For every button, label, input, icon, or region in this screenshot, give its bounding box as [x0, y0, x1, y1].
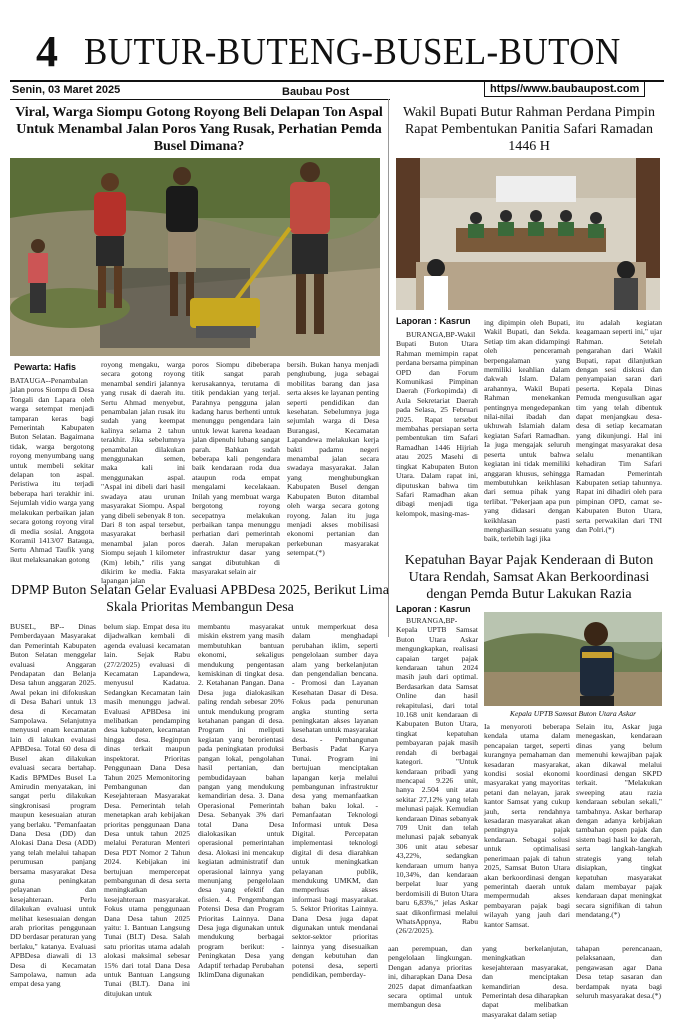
- article2-column-2: ing dipimpin oleh Bupati, Wakil Bupati, dan Sekda. Setiap tim akan didampingi oleh penceramah berpengalaman yang memiliki keahlian dalam dakwah Islam. Dalam arahannya, Wakil Bupati Rahman menekankan pentingnya mengedepankan nilai-nilai ibadah dan ukhuwah Islamiah dalam kegiatan Safari Ramadhan. Ia juga mengajak seluruh peserta untuk bahwa kegiatan ini tidak memiliki anggaran khusus, sehingga membutuhkan keikhlasan dari semua pihak yang terlibat. "Pekerjaan apa pun yang didasari dengan keikhlasan pasti menghasilkan sesuatu yang baik, terlebih lagi jika: [484, 318, 570, 544]
- article3-column-2: Ia menyoroti beberapa kendala utama dalam pencapaian target, seperti kurangnya pemahaman dan kesadaran masyarakat, kondisi sosial ekonomi masyarakat yang mayoritas petani dan nelayan, jarak kantor Samsat yang cukup jauh, serta rendahnya kesadaran masyarakat akan pentingnya pajak kendaraan. Sebagai solusi untuk optimalisasi penerimaan pajak di tahun 2025, Samsat Buton Utara akan berkoordinasi dengan pemerintah daerah untuk mempermudah akses pembayaran pajak bagi wilayah yang jauh dari kantor Samsat.: [484, 722, 570, 929]
- article4-column-7: tahapan perencanaan, pelaksanaan, dan pengawasan agar Dana Desa tetap sasaran dan berdampak nyata bagi seluruh masyarakat desa.(*): [576, 944, 662, 1001]
- article1-title: Viral, Warga Siompu Gotong Royong Beli Delapan Ton Aspal Untuk Menambal Jalan Poros Yang Rusak, Perhatian Pemda Busel Dimana?: [15, 105, 383, 154]
- article2-byline: Laporan : Kasrun: [396, 316, 471, 326]
- article1-column-4: bersih. Bukan hanya menjadi penghubung, juga sebagai mobilitas barang dan jasa serta akses ke layanan penting seperti pendidikan dan kesehatan. Sebelumnya juga sejumlah warga di Desa Burangasi, Kecamatan Lapandewa melakukan kerja bakti padamu negeri menambal jalan secara swadaya masyarakat. Jalan yang menghubungkan Kabupaten Busel dengan Kabupaten Buton ditambal oleh warga secara gotong royong. Jalan itu juga menjadi akses mobilisasi ekonomi pertanian dan perkebunan masyarakat setempat.(*): [287, 360, 379, 558]
- article2-photo: [396, 158, 660, 310]
- article1-column-1: BATAUGA--Penambalan jalan poros Siompu di Desa Tongali dan Lapara oleh warga setempat menjadi tamparan keras bagi Pemerintah Kabupaten Buton Selatan. Bagaimana tidak, warga bergotong royong menyumbang uang untuk membeli sekitar delapan ton aspal. Peristiwa itu terjadi beberapa hari terakhir ini. Sejumlah vidio warga yang melakukan perbaikan jalan secara gotong royong viral di media sosial. Anggota Koramil 1413/07 Batauga, Sertu Ahmad Taufik yang ikut melaksanakan gotong: [10, 376, 94, 564]
- article1-column-2: royong mengaku, warga secara gotong royong menambal sendiri jalannya yang rusak di daerah itu. Sertu Ahmad menyebut, penambalan jalan rusak itu sudah yang keempat kalinya selama 2 tahun terakhir. Jika sebelumnya penambalan dilakukan menggunakan semen, maka kali ini menggunakan aspal. "Aspal ini dibeli dari hasil swadaya atau urunan masyarakat Siompu. Aspal yang dibeli sebenyak 8 ton. Dari 8 ton aspal tersebut, masyarakat berhasil menambal jalan poros Siompu sejauh 1 kilometer (Km) lebih," rilis yang dikirim ke media. Fakta lapangan jalan: [101, 360, 185, 586]
- article2-column-3: itu adalah kegiatan keagamaan seperti ini," ujar Rahman. Setelah pengarahan dari Wakil Bupati, rapat dilanjutkan dengan sesi diskusi dan penyampaian saran dari peserta. Kepala Dinas Pemuda mengusulkan agar tim yang telah dibentuk dapat menjangkau desa-desa di setiap kecamatan yang dikunjungi. Hal ini mengingat masyarakat desa selalu menantikan kehadiran Tim Safari Ramadan Pemerintah Kabupaten setiap tahunnya. Rapat ini dihadiri oleh para pimpinan OPD, camat se-Kabupaten Buton Utara, serta perwakilan dari TNI dan Polri.(*): [576, 318, 662, 534]
- article3-title: Kepatuhan Bayar Pajak Kenderaan di Buton Utara Rendah, Samsat Akan Berkoordinasi dengan Pemda Butur Lakukan Razia: [404, 553, 654, 602]
- article4-column-3: membantu masyarakat miskin ekstrem yang masih membutuhkan bantuan ekonomi, sekaligus mendukung pengentasan kemiskinan di tingkat desa. 2. Ketahanan Pangan. Dana Desa juga dialokasikan paling rendah sebesar 20% untuk mendukung program ketahanan pangan di desa. Program ini meliputi kegiatan yang berorientasi pada peningkatan produksi pangan lokal, pengolahan hasil pertanian, dan pembudidayaan bahan pangan yang mendukung kemandirian desa. 3. Dana Operasional Pemerintah Desa. Sebanyak 3% dari total Dana Desa dialokasikan untuk operasional pemerintahan desa. Alokasi ini mencakup kegiatan administratif dan operasional lainnya yang menunjang pengelolaan desa yang efektif dan efisien. 4. Pengembangan Potensi Desa dan Program Prioritas Lainnya. Dana Desa juga digunakan untuk mendukung berbagai program berikut: - Peningkatan Desa yang Adaptif terhadap Perubahan IklimDana digunakan: [198, 622, 284, 980]
- article4-column-6: yang berkelanjutan, meningkatkan kesejahteraan masyarakat, dan menciptakan kemandirian desa. Pemerintah desa diharapkan dapat melibatkan masyarakat dalam setiap: [482, 944, 568, 1019]
- article4-column-5: aan perempuan, dan pengelolaan lingkungan. Dengan adanya prioritas ini, diharapkan Dana Desa 2025 dapat dimanfaatkan secara optimal untuk membangun desa: [388, 944, 472, 1010]
- page-number: 4: [36, 27, 58, 76]
- article3-column-1: BURANGA,BP-Kepala UPTB Samsat Buton Utara Askar mengungkapkan, realisasi capaian target pajak kendaraan tahun 2024 masih jauh dari optimal. Berdasarkan data Samsat Online dan hasil rekapitulasi, dari total 10.168 unit kendaraan di Kabupaten Buton Utara, tingkat kepatuhan pembayaran pajak masih rendah di berbagai kategori. "Untuk kendaraan pribadi yang mencapai 9.226 unit, hanya 2.504 unit atau sekitar 27,12% yang telah melunasi pajak. Kemudian kendaraan Dinas sebanyak 709 Unit dan telah melunasi pajak sebanyak 306 unit atau sebesar 43,22%, sedangkan kendaraan umum hanya 10,34%, dan kendaraan berpelat luar yang berdomisili di Buton Utara baru 6,83%," jelas Askar saat dikonfirmasi melalui WhatsAppnya, Rabu (26/2/2025).: [396, 616, 478, 936]
- article3-photo-caption: Kepala UPTB Samsat Buton Utara Askar: [509, 709, 637, 718]
- article4-column-1: BUSEL, BP-- Dinas Pemberdayaan Masyarakat dan Pemerintah Kabupaten Buton Selatan menggelar evaluasi Anggaran Pendapatan dan Belanja Desa tahun anggaran 2025. Awal pekan ini difokuskan di Desa Bahari untuk 13 desa di Kecamatan Sampolawa. Selanjutnya menyusul enam kecamatan lain di lakukan evaluasi APBDesa. Total 60 desa di Busel akan dilakukan evaluasi secara bertahap. Kadis BPMDes Busel La Amirudin menyatakan, ini sangat perlu dilakukan singkronisasi program maupun kesesuaian aturan yang berlaku. "Pemanfaatan Dana Desa (DD) dan Alokasi Dana Desa (ADD) yang telah melalui tahapan perumusan panjang bersama masyarakat Desa guna peningkatan pelayanan dan kesejahteraan. Perlu dilakukan evaluasi untuk melihat kesesuaian dengan arah prioritas penggunaan DD berdasar peraturan yang berlaku," katanya. Evaluasi APBDesa diawali di 13 Desa di Kecamatan Sampolawa, namun ada empat desa yang: [10, 622, 96, 989]
- masthead-title: BUTUR-BUTENG-BUSEL-BUTON: [84, 31, 621, 73]
- article3-column-3: Selain itu, Askar juga menegaskan, kendaraan dinas yang belum memenuhi kewajiban pajak akan dikawal melalui koordinasi dengan SKPD terkait. "Melakukan sweeping atau razia kendaraan sebulan sekali," tambahnya. Askar berharap dengan adanya kebijakan tambahan opsen pajak dan sistem bagi hasil ke daerah, serta langkah-langkah strategis yang telah disiapkan, tingkat kepatuhan masyarakat dalam membayar pajak kendaraan dapat meningkat secara signifikan di tahun mendatang.(*): [576, 722, 662, 920]
- date-label: Senin, 03 Maret 2025: [12, 84, 121, 96]
- subheader-rule: [10, 99, 390, 100]
- article4-column-4: untuk memperkuat desa dalam menghadapi perubahan iklim, seperti pengelolaan sumber daya alam yang berkelanjutan dan pengendalian bencana. - Promosi dan Layanan Kesehatan Dasar di Desa. Fokus pada penurunan angka stunting serta peningkatan akses layanan kesehatan untuk masyarakat desa. - Pembangunan Berbasis Padat Karya Tunai. Program ini bertujuan menciptakan lapangan kerja melalui pembangunan infrastruktur desa yang memanfaatkan bahan baku lokal. - Pemanfaatan Teknologi Informasi untuk Desa Digital. Percepatan implementasi teknologi digital di desa diarahkan untuk meningkatkan pelayanan publik, mendukung UMKM, dan memperluas akses informasi bagi masyarakat. 5. Sektor Prioritas Lainnya. Dana Desa juga dapat digunakan untuk mendanai sektor-sektor prioritas lainnya yang disesuaikan dengan kebutuhan dan potensi desa, seperti pendidikan, pemberday-: [292, 622, 378, 980]
- article2-column-1: BURANGA,BP-Wakil Bupati Buton Utara Rahman memimpin rapat perdana bersama pimpinan OPD dan Forum Komunikasi Pimpinan Daerah (Forkopimda) di Aula Sekretariat Daerah pada Selasa, 25 Februari 2025. Rapat tersebut membahas persiapan serta pembentukan tim Safari Ramadhan 1446 Hijriah atau 2025 Masehi di tingkat Kabupaten Buton Utara. Dalam rapat ini, diputuskan bahwa tim Safari Ramadhan akan dibagi menjadi tiga kelompok, masing-mas-: [396, 330, 478, 518]
- website-link[interactable]: https//www.baubaupost.com: [484, 81, 645, 97]
- article4-column-2: belum siap. Empat desa itu dijadwalkan kembali di agenda evaluasi kecamatan lain. Sejak Rabu (27/2/2025) evaluasi di Kecamatan Lapandewa, menyusul Kadatua. Sedangkan Kecamatan lain masih menunggu jadwal. Evaluasi APBDesa ini melibatkan pendamping desa kabupaten, kecamatan hingga desa. Beginpun dinas terkait maupun inspektorat. Prioritas Penggunaan Dana Desa Tahun 2025 Memonitoring Pembangunan dan Kesejahteraan Masyarakat Desa. Pemerintah telah menetapkan arah kebijakan prioritas penggunaan Dana Desa untuk tahun 2025 melalui Peraturan Menteri Desa PDT Nomor 2 Tahun 2024. Kebijakan ini bertujuan mempercepat pembangunan di desa serta meningkatkan kesejahteraan masyarakat. Fokus utama penggunaan Dana Desa tahun 2025 yaitu: 1. Bantuan Langsung Tunai (BLT) Desa. Salah satu prioritas utama adalah alokasi maksimal sebesar 15% dari total Dana Desa untuk Bantuan Langsung Tunai (BLT). Dana ini ditujukan untuk: [104, 622, 190, 998]
- article1-photo: [10, 158, 380, 356]
- column-divider: [388, 99, 389, 637]
- article3-byline: Laporan : Kasrun: [396, 604, 471, 614]
- article2-title: Wakil Bupati Butur Rahman Perdana Pimpin Rapat Pembentukan Panitia Safari Ramadan 1446 H: [402, 105, 655, 154]
- article1-byline: Pewarta: Hafis: [14, 362, 77, 372]
- article3-photo: [484, 612, 662, 706]
- publisher-label: Baubau Post: [282, 86, 350, 98]
- article4-title: DPMP Buton Selatan Gelar Evaluasi APBDesa 2025, Berikut Lima Skala Prioritas Membangun Desa: [11, 583, 389, 615]
- article1-column-3: poros Siompu dibeberapa titik sangat parah kerusakannya, terutama di titik pendakian yang terjal. Parahnya pengguna jalan kadang harus berhenti untuk menunggu pengendara lain untuk lewat karena keadaan jalan dipenuhi lubang sangat parah. Bahkan sudah beberapa kali pengendara baik kendaraan roda dua ataupun roda empat mengalami kecelakaan. Inilah yang membuat warga bergotong royong secepatnya melakukan perbaikan tanpa menunggu perhatian dari pemerintah daerah. Jalan merupakan infrastruktur dasar yang sangat dibutuhkan di masyarakat selain air: [192, 360, 280, 576]
